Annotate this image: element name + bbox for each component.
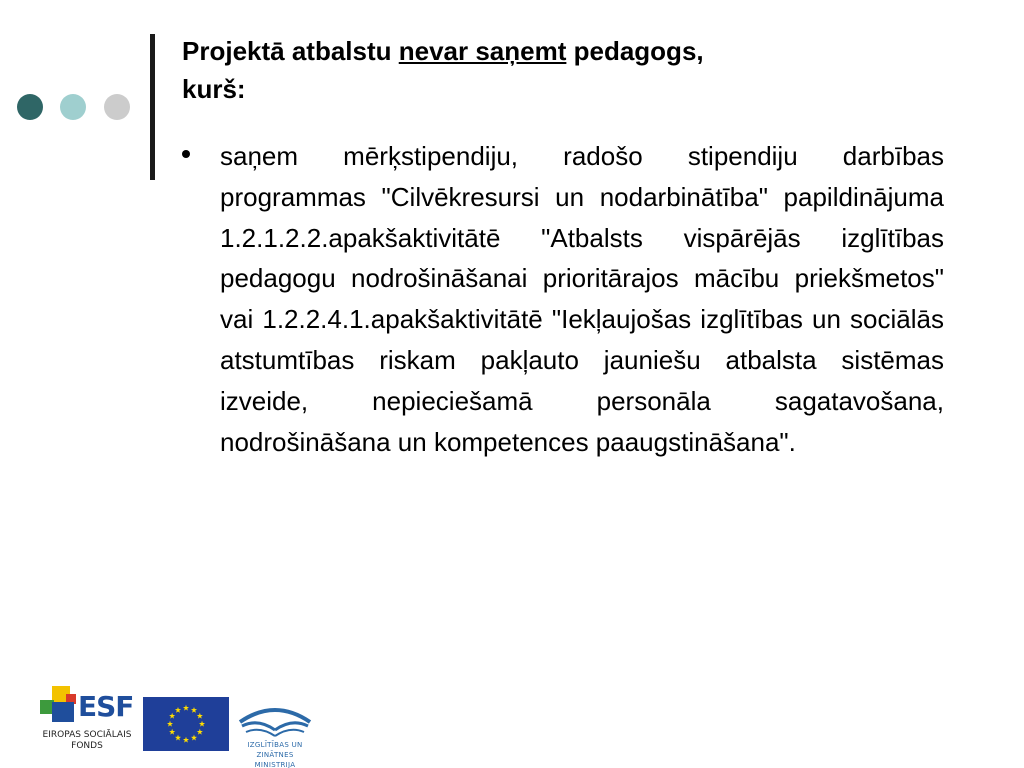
izm-caption-line1: IZGLĪTĪBAS UN ZINĀTNES xyxy=(247,741,303,759)
eu-flag-icon xyxy=(143,697,229,751)
esf-caption-line2: FONDS xyxy=(71,741,103,751)
decor-dot-dark xyxy=(17,94,43,120)
decor-dot-light xyxy=(60,94,86,120)
decor-dot-gray xyxy=(104,94,130,120)
izm-caption xyxy=(232,740,318,768)
book-arc-top xyxy=(240,710,310,722)
open-book-icon xyxy=(232,700,318,740)
esf-logo xyxy=(38,686,136,756)
slide-title xyxy=(182,32,942,108)
esf-caption xyxy=(38,730,136,752)
vertical-rule xyxy=(150,34,155,180)
title-line2: kurš: xyxy=(182,74,246,104)
book-page-left-2 xyxy=(246,730,275,736)
bullet-item xyxy=(182,136,944,462)
izm-caption-line2: MINISTRIJA xyxy=(254,761,296,768)
esf-caption-line1: EIROPAS SOCIĀLAIS xyxy=(42,730,132,740)
title-underlined: nevar saņemt xyxy=(398,36,567,66)
title-part2: pedagogs, xyxy=(566,36,704,66)
bullet-marker xyxy=(182,150,190,158)
book-page-right-2 xyxy=(275,730,304,736)
esf-square-blue xyxy=(52,702,74,722)
title-part1: Projektā atbalstu xyxy=(182,36,399,66)
izm-logo xyxy=(232,700,318,768)
esf-wordmark: ESF xyxy=(78,690,134,723)
esf-mark-icon xyxy=(38,686,78,726)
bullet-text: saņem mērķstipendiju, radošo stipendiju darbības programmas "Cilvēkresursi un nodarbinātība" papildinājuma 1.2.1.2.2.apakšaktivitātē "Atbalsts vispārējās izglītības pedagogu nodrošināšanai prioritārajos mācību priekšmetos" vai 1.2.2.4.1.apakšaktivitātē "Iekļaujošas izglītības un sociālās atstumtības riskam pakļauto jauniešu atbalsta sistēmas izveide, nepieciešamā personāla sagatavošana, nodrošināšana un kompetences paaugstināšana". xyxy=(220,141,944,457)
